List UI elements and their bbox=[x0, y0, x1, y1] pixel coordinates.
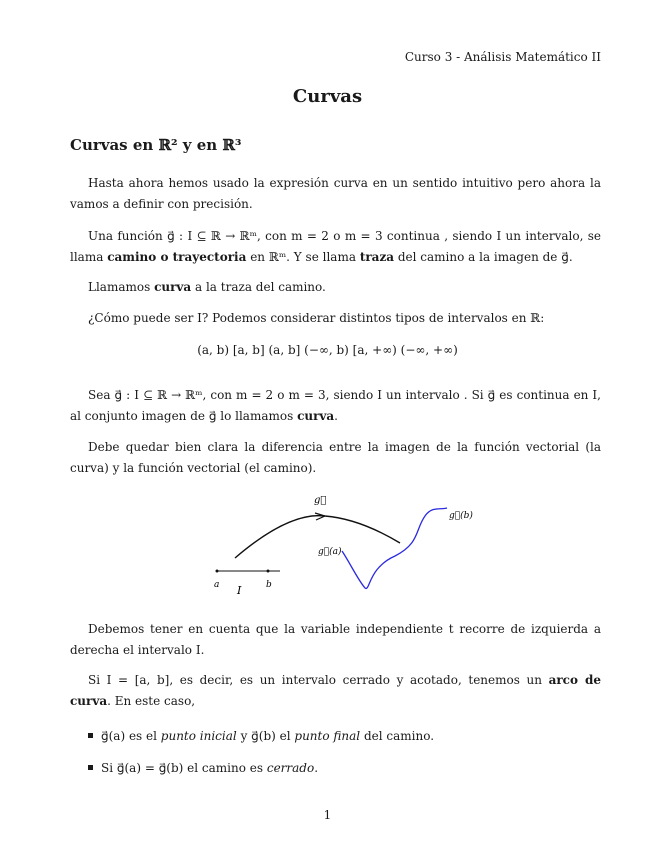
p2-text-a: Una función g⃗ : I ⊆ ℝ → ℝᵐ, con m = 2 o m = 3 continua , siendo I un intervalo, se llama bbox=[70, 229, 601, 264]
p5-bold-curva: curva bbox=[297, 409, 335, 423]
label-a: a bbox=[214, 580, 220, 590]
b2-text-a: Si g⃗(a) = g⃗(b) el camino es bbox=[101, 761, 267, 775]
curve-figure bbox=[200, 488, 490, 603]
point-b-dot bbox=[267, 570, 270, 573]
b2-text-c: . bbox=[314, 761, 319, 775]
p8-text-a: Si I = [a, b], es decir, es un intervalo cerrado y acotado, tenemos un bbox=[88, 673, 549, 687]
paragraph-7: Debemos tener en cuenta que la variable independiente t recorre de izquierda a derecha el intervalo I. bbox=[70, 622, 601, 657]
b1-italic-final: punto final bbox=[294, 729, 361, 743]
bullet-item-2 bbox=[88, 761, 318, 775]
b1-italic-inicial: punto inicial bbox=[160, 729, 237, 743]
label-g-a: g⃗(a) bbox=[318, 547, 342, 557]
p3-text-a: Llamamos bbox=[88, 280, 155, 294]
p8-bold-arco: arco de curva bbox=[70, 673, 601, 708]
b2-italic-cerrado: cerrado bbox=[266, 761, 315, 775]
running-header: Curso 3 - Análisis Matemático II bbox=[404, 50, 601, 64]
p2-text-c: en ℝᵐ. Y se llama bbox=[246, 250, 360, 264]
section-heading: Curvas en ℝ² y en ℝ³ bbox=[70, 136, 242, 154]
paragraph-1: Hasta ahora hemos usado la expresión curva en un sentido intuitivo pero ahora la vamos a definir con precisión. bbox=[70, 176, 601, 211]
p2-bold-camino: camino o trayectoria bbox=[107, 250, 247, 264]
page-title: Curvas bbox=[292, 86, 363, 107]
paragraph-8 bbox=[70, 670, 601, 712]
b1-text-a: g⃗(a) es el bbox=[101, 729, 161, 743]
label-g: g⃗ bbox=[314, 495, 327, 506]
p3-text-c: a la traza del camino. bbox=[191, 280, 326, 294]
p3-bold-curva: curva bbox=[154, 280, 192, 294]
paragraph-2 bbox=[70, 226, 601, 268]
curve-trace bbox=[342, 508, 447, 588]
point-a-dot bbox=[216, 570, 219, 573]
interval-list: (a, b) [a, b] (a, b] (−∞, b) [a, +∞) (−∞, +∞) bbox=[197, 343, 458, 357]
curve-diagram bbox=[200, 488, 490, 603]
bullet-icon bbox=[88, 733, 93, 738]
mapping-arrowhead bbox=[315, 513, 325, 520]
b1-text-e: del camino. bbox=[360, 729, 435, 743]
paragraph-5 bbox=[70, 385, 601, 427]
p2-bold-traza: traza bbox=[359, 250, 395, 264]
page-number: 1 bbox=[323, 808, 332, 822]
paragraph-4: ¿Cómo puede ser I? Podemos considerar distintos tipos de intervalos en ℝ: bbox=[88, 311, 545, 325]
bullet-item-1 bbox=[88, 729, 434, 743]
paragraph-6: Debe quedar bien clara la diferencia entre la imagen de la función vectorial (la curva) y la función vectorial (el camino). bbox=[70, 440, 601, 475]
paragraph-3 bbox=[70, 277, 601, 298]
b1-text-c: y g⃗(b) el bbox=[236, 729, 295, 743]
p5-text-a: Sea g⃗ : I ⊆ ℝ → ℝᵐ, con m = 2 o m = 3, siendo I un intervalo . Si g⃗ es continua en I, al conjunto imagen de g⃗ lo llamamos bbox=[70, 388, 601, 423]
label-I: I bbox=[237, 584, 242, 597]
label-b: b bbox=[266, 580, 272, 590]
bullet-icon bbox=[88, 765, 93, 770]
p8-text-c: . En este caso, bbox=[107, 694, 196, 708]
p5-text-c: . bbox=[334, 409, 338, 423]
label-g-b: g⃗(b) bbox=[449, 511, 473, 521]
p2-text-e: del camino a la imagen de g⃗. bbox=[394, 250, 573, 264]
